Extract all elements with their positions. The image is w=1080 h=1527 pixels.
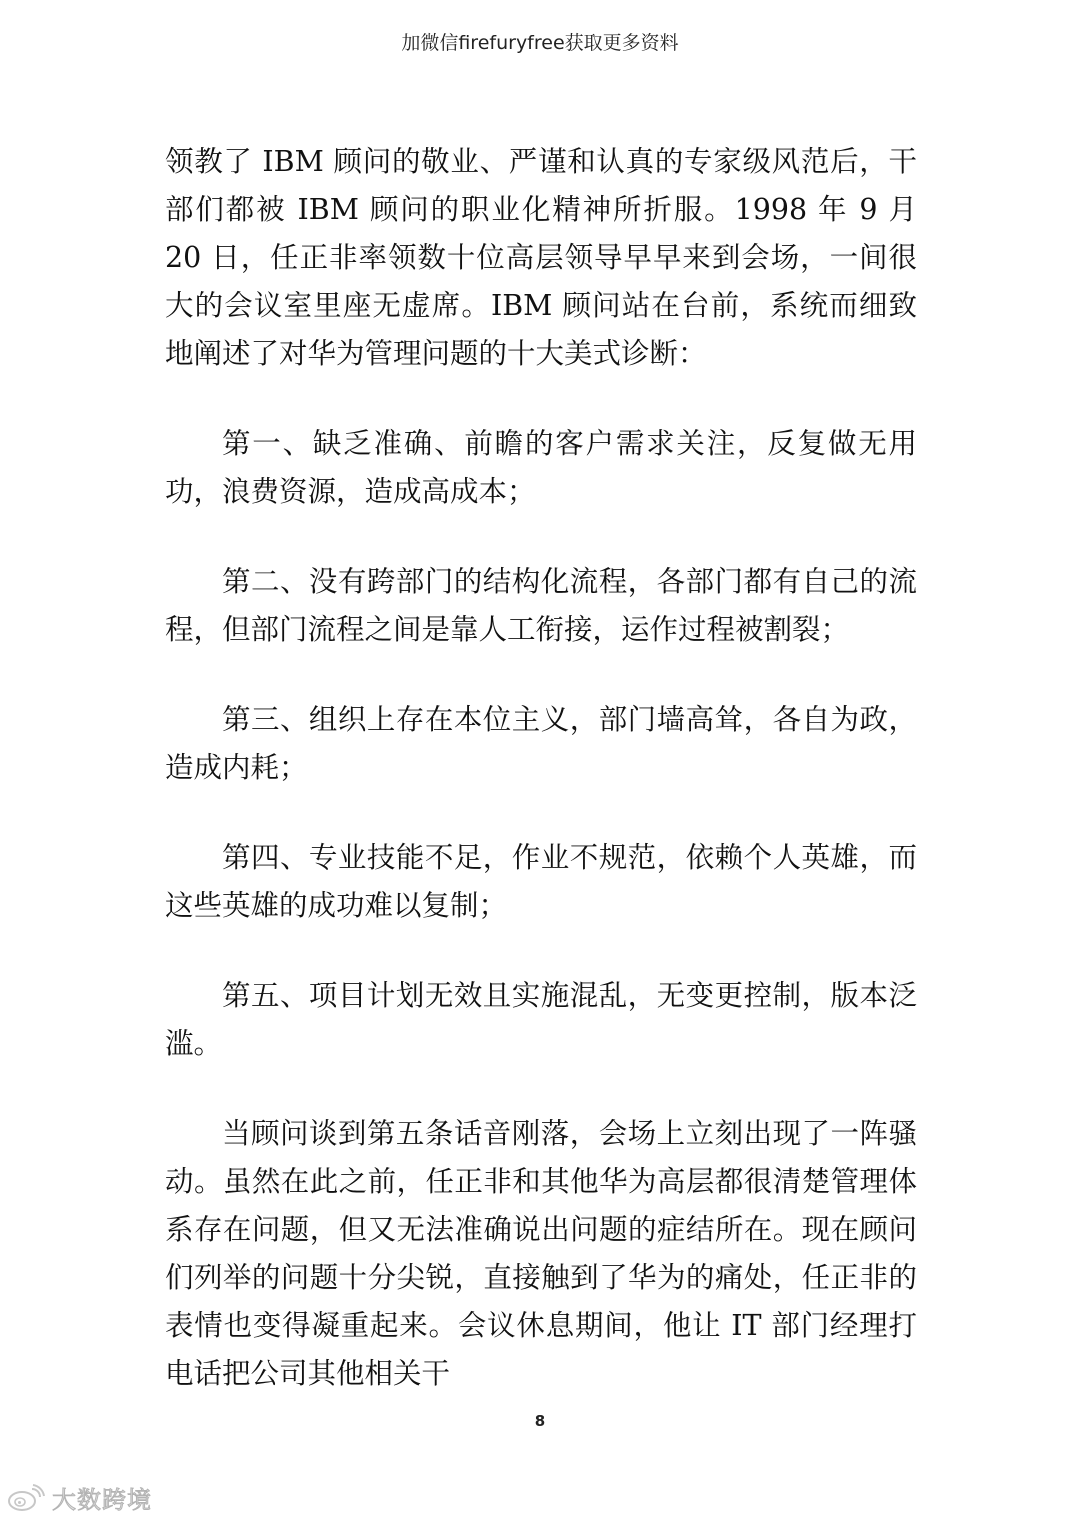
paragraph-diagnosis-1: 第一、缺乏准确、前瞻的客户需求关注，反复做无用功，浪费资源，造成高成本；: [165, 427, 917, 508]
paragraph-diagnosis-5: 第五、项目计划无效且实施混乱，无变更控制，版本泛滥。: [165, 979, 917, 1060]
paragraph-reaction: 当顾问谈到第五条话音刚落，会场上立刻出现了一阵骚动。虽然在此之前，任正非和其他华为高层都很清楚管理体系存在问题，但又无法准确说出问题的症结所在。现在顾问们列举的问题十分尖锐，直接触到了华为的痛处，任正非的表情也变得凝重起来。会议休息期间，他让 IT 部门经理打电话把公司其他相关干: [165, 1117, 917, 1390]
paragraph-diagnosis-2: 第二、没有跨部门的结构化流程，各部门都有自己的流程，但部门流程之间是靠人工衔接，运作过程被割裂；: [165, 565, 917, 646]
document-body: [165, 138, 917, 1398]
watermark-text: 大数跨境: [52, 1486, 152, 1514]
page-number: 8: [534, 1412, 546, 1430]
paragraph-intro: 领教了 IBM 顾问的敬业、严谨和认真的专家级风范后，干部们都被 IBM 顾问的职业化精神所折服。1998 年 9 月 20 日，任正非率领数十位高层领导早早来到会场，一间很大的会议室里座无虚席。IBM 顾问站在台前，系统而细致地阐述了对华为管理问题的十大美式诊断：: [165, 145, 917, 370]
weibo-logo-icon: [6, 1483, 46, 1513]
paragraph-diagnosis-3: 第三、组织上存在本位主义，部门墙高耸，各自为政，造成内耗；: [165, 703, 917, 784]
paragraph-diagnosis-4: 第四、专业技能不足，作业不规范，依赖个人英雄，而这些英雄的成功难以复制；: [165, 841, 917, 922]
page-header-text: 加微信firefuryfree获取更多资料: [401, 32, 679, 54]
watermark: [6, 1480, 152, 1515]
